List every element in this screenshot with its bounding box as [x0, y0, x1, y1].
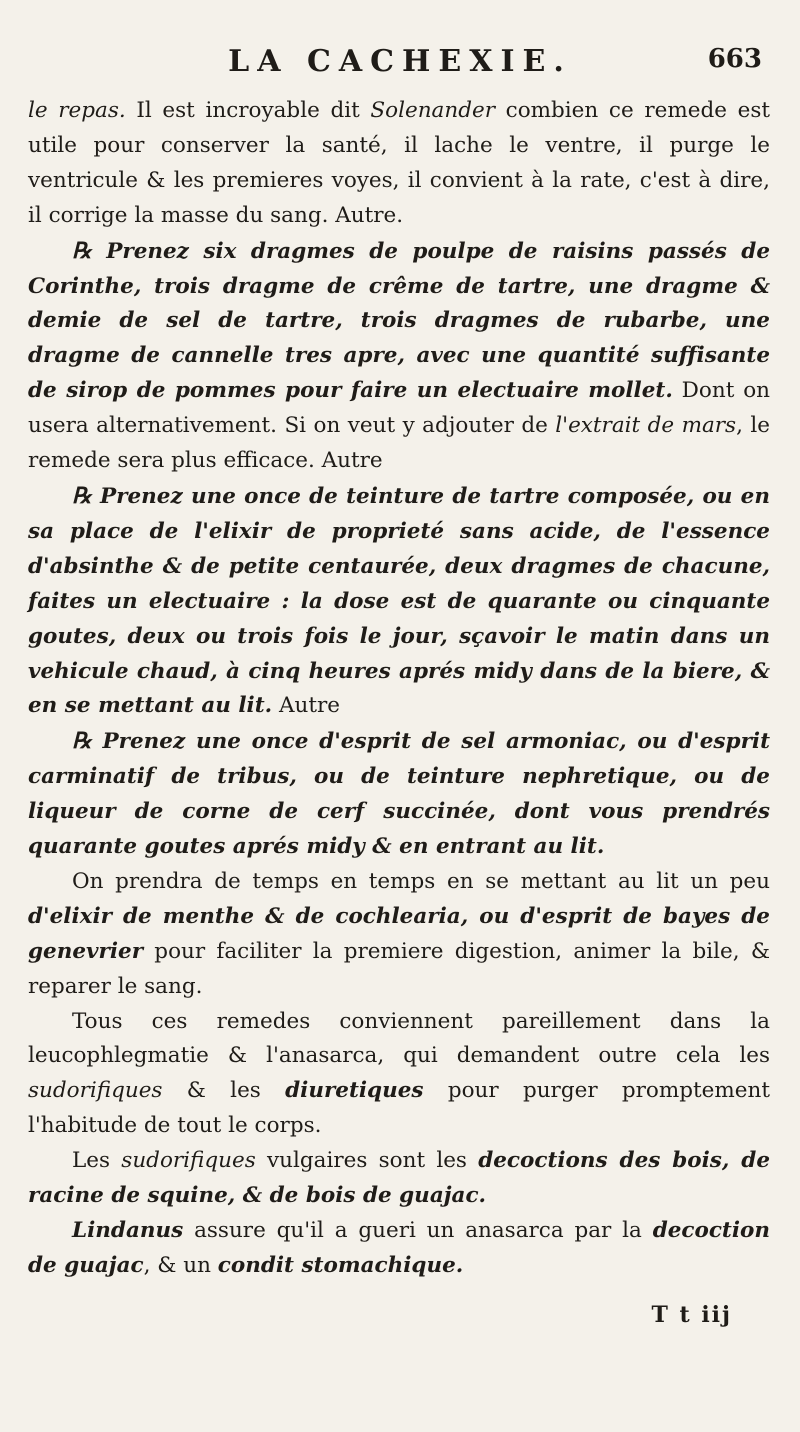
text-span: combien ce remede est utile pour conserver la santé, il lache le ventre, il purge le ventricule & les premieres voyes, il convient à la rate, c'est à dire, il corrige la masse du sang. Autre. [28, 98, 770, 228]
text-span: Autre [272, 693, 340, 719]
text-span: assure qu'il a gueri un anasarca par la [183, 1218, 653, 1243]
recipe-symbol: ℞ [72, 728, 92, 755]
paragraph-4 [28, 724, 770, 865]
text-span: decoctions des bois, de racine de squine, & de bois de guajac. [28, 1148, 770, 1209]
recipe-text: Prenez une once d'esprit de sel armoniac, ou d'esprit carminatif de tribus, ou de teinture nephretique, ou de liqueur de corne de cerf succinée, dont vous prendrés quarante goutes aprés midy & en entrant au lit. [28, 729, 770, 860]
text-span: pour faciliter la premiere digestion, animer la bile, & reparer le sang. [28, 938, 770, 999]
text-span: l'extrait de mars [555, 413, 737, 439]
text-span: Dont on usera alternativement. Si on veut y adjouter de [28, 378, 770, 439]
running-head [0, 0, 800, 100]
text-span: On prendra de temps en temps en se mettant au lit un peu [72, 868, 770, 894]
page-number: 663 [707, 44, 762, 74]
paragraph-3 [28, 479, 770, 724]
text-span: diuretiques [285, 1078, 424, 1104]
paragraph-7 [28, 1144, 770, 1214]
text-span: & les [162, 1078, 286, 1104]
text-span: vulgaires sont les [255, 1148, 479, 1174]
paragraph-6 [28, 1005, 770, 1145]
text-span: Les [72, 1148, 122, 1174]
paragraph-2 [28, 234, 770, 479]
recipe-text: Prenez six dragmes de poulpe de raisins passés de Corinthe, trois dragme de crême de tartre, une dragme & demie de sel de tartre, trois dragmes de rubarbe, une dragme de cannelle tres apre, avec une quantité suffisante de sirop de pommes pour faire un electuaire mollet. [28, 238, 770, 404]
text-span: d'elixir de menthe & de cochlearia, ou d'esprit de bayes de genevrier [28, 903, 770, 964]
paragraph-1 [28, 94, 770, 234]
text-span: le repas. [28, 98, 126, 123]
recipe-symbol: ℞ [72, 482, 92, 509]
recipe-text: Prenez une once de teinture de tartre composée, ou en sa place de l'elixir de proprieté sans acide, de l'essence d'absinthe & de petite centaurée, deux dragmes de chacune, faites un electuaire : la dose est de quarante ou cinquante goutes, deux ou trois fois le jour, sçavoir le matin dans un vehicule chaud, à cinq heures aprés midy dans de la biere, & en se mettant au lit. [28, 483, 770, 719]
paragraph-5 [28, 865, 770, 1005]
author-name: Solenander [370, 98, 495, 123]
text-span: sudorifiques [28, 1078, 163, 1104]
text-span: , le remede sera plus efficace. Autre [28, 413, 770, 474]
text-span: decoction de guajac [28, 1218, 770, 1278]
text-span: condit stomachique. [217, 1252, 464, 1278]
text-span: Il est incroyable dit [125, 98, 371, 123]
recipe-symbol: ℞ [72, 237, 92, 264]
page-body [28, 94, 770, 1284]
running-title: LA CACHEXIE. [228, 44, 572, 79]
paragraph-8 [28, 1214, 770, 1284]
text-span: Tous ces remedes conviennent pareillement dans la leucophlegmatie & l'anasarca, qui demandent outre cela les [28, 1008, 770, 1069]
signature-mark: T t iij [651, 1302, 732, 1328]
author-name: Lindanus [72, 1218, 184, 1243]
text-span: sudorifiques [121, 1148, 256, 1174]
text-span: pour purger promptement l'habitude de tout le corps. [28, 1078, 770, 1139]
text-span: , & un [143, 1252, 218, 1278]
